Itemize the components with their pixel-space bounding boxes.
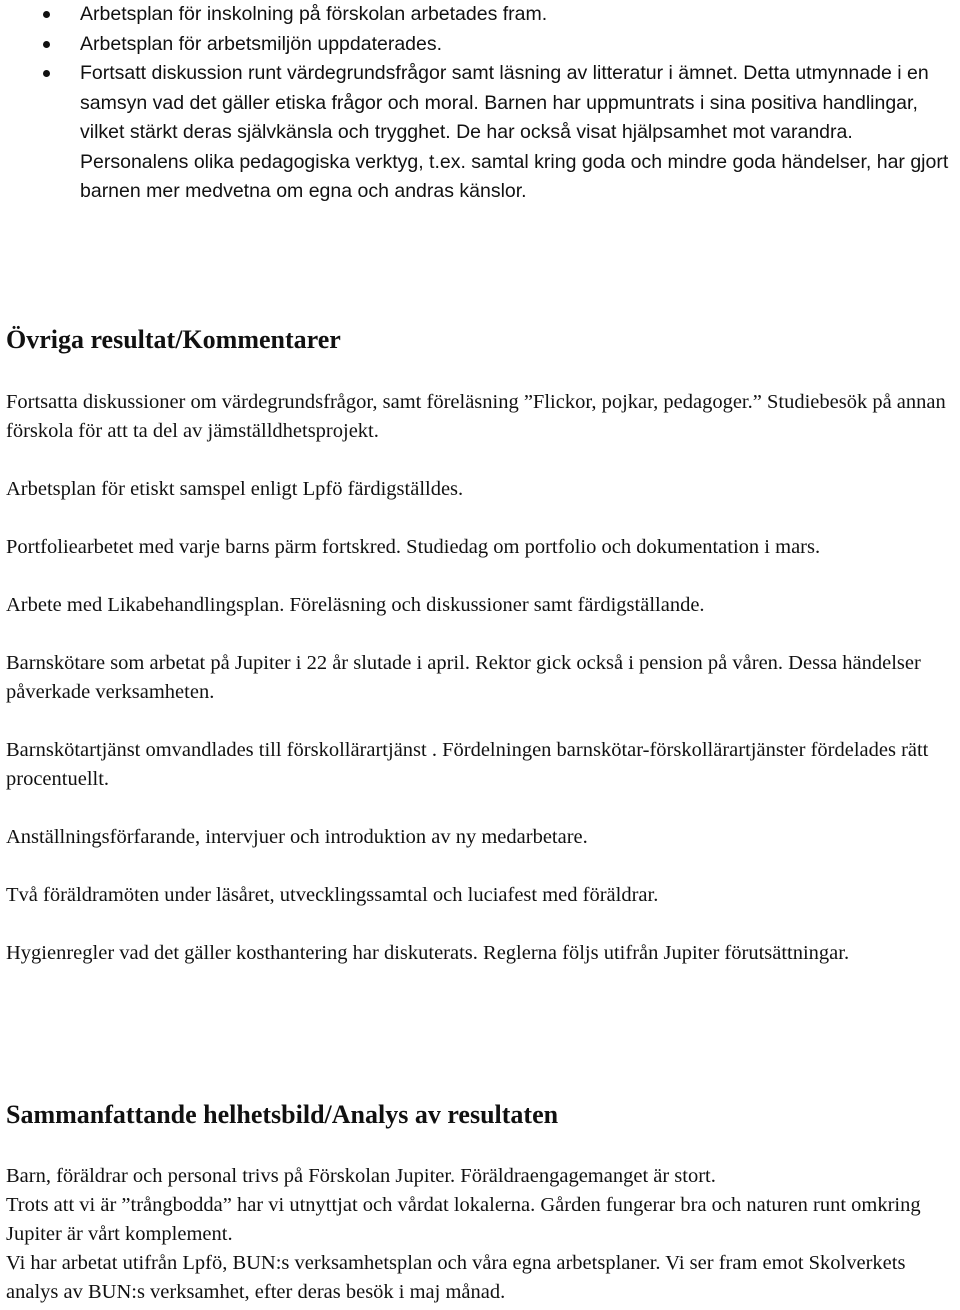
paragraph: Arbete med Likabehandlingsplan. Föreläsning och diskussioner samt färdigställande. bbox=[6, 594, 705, 616]
bullet-item: Fortsatt diskussion runt värdegrundsfrågor samt läsning av litteratur i ämnet. Detta utmynnade i en samsyn vad det gäller etiska frågor och moral. Barnen har uppmuntrats i sina positiva handlingar, vilket stärkt deras självkänsla och trygghet. De har också visat hjälpsamhet mot varandra. Personalens olika pedagogiska verktyg, t.ex. samtal kring goda och mindre goda händelser, har gjort barnen mer medvetna om egna och andras känslor. bbox=[6, 59, 956, 207]
paragraph: Trots att vi är ”trångbodda” har vi utnyttjat och vårdat lokalerna. Gården fungerar bra och naturen runt omkring Jupiter är vårt komplement. bbox=[6, 1194, 921, 1245]
paragraph: Barnskötartjänst omvandlades till förskollärartjänst . Fördelningen barnskötar-förskollärartjänster fördelades rätt procentuellt. bbox=[6, 739, 929, 790]
section-heading-sammanfattande-helhetsbild: Sammanfattande helhetsbild/Analys av resultaten bbox=[6, 1100, 559, 1129]
paragraph: Hygienregler vad det gäller kosthantering har diskuterats. Reglerna följs utifrån Jupiter förutsättningar. bbox=[6, 942, 850, 964]
paragraph: Arbetsplan för etiskt samspel enligt Lpfö färdigställdes. bbox=[6, 478, 464, 500]
bullet-list-wrapper bbox=[6, 0, 956, 207]
paragraph: Fortsatta diskussioner om värdegrundsfrågor, samt föreläsning ”Flickor, pojkar, pedagoger.” Studiebesök på annan förskola för att ta del av jämställdhetsprojekt. bbox=[6, 391, 946, 442]
paragraph: Två föräldramöten under läsåret, utvecklingssamtal och luciafest med föräldrar. bbox=[6, 884, 659, 906]
document-page bbox=[6, 0, 956, 1303]
section-heading-ovriga-resultat: Övriga resultat/Kommentarer bbox=[6, 325, 341, 354]
bullet-item: Arbetsplan för inskolning på förskolan arbetades fram. bbox=[6, 0, 956, 30]
paragraph: Portfoliearbetet med varje barns pärm fortskred. Studiedag om portfolio och dokumentation i mars. bbox=[6, 536, 821, 558]
paragraph: Barnskötare som arbetat på Jupiter i 22 år slutade i april. Rektor gick också i pension på våren. Dessa händelser påverkade verksamheten. bbox=[6, 652, 921, 703]
bullet-item: Arbetsplan för arbetsmiljön uppdaterades. bbox=[6, 30, 956, 60]
section-body-sammanfattande-helhetsbild bbox=[6, 1162, 956, 1307]
paragraph: Anställningsförfarande, intervjuer och introduktion av ny medarbetare. bbox=[6, 826, 588, 848]
bullet-list bbox=[6, 0, 956, 207]
section-body-ovriga-resultat bbox=[6, 388, 956, 997]
paragraph: Vi har arbetat utifrån Lpfö, BUN:s verksamhetsplan och våra egna arbetsplaner. Vi ser fram emot Skolverkets analys av BUN:s verksamhet, efter deras besök i maj månad. bbox=[6, 1252, 906, 1303]
paragraph: Barn, föräldrar och personal trivs på Förskolan Jupiter. Föräldraengagemanget är stort. bbox=[6, 1165, 716, 1187]
